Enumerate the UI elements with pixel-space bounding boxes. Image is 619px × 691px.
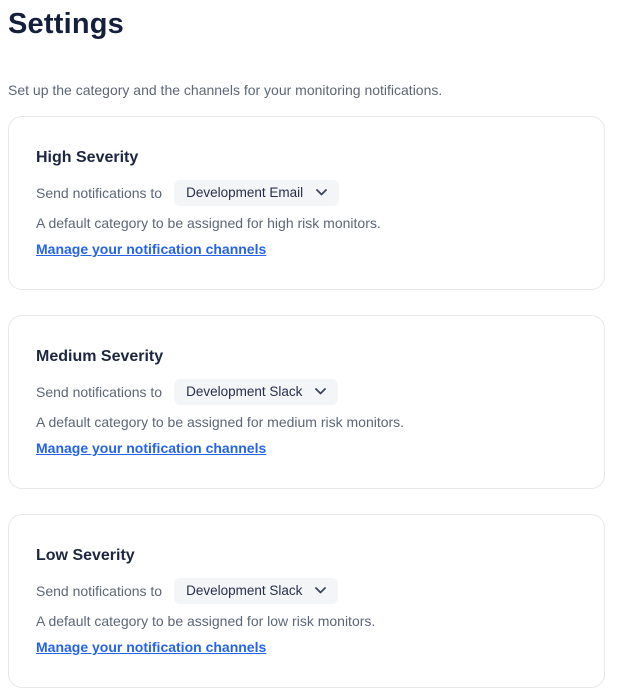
channel-row	[36, 578, 576, 604]
card-title: Medium Severity	[36, 348, 164, 365]
send-notifications-label: Send notifications to	[36, 583, 163, 599]
card-description: A default category to be assigned for medium risk monitors.	[36, 414, 405, 430]
channel-select[interactable]	[174, 578, 338, 604]
manage-channels-link[interactable]: Manage your notification channels	[36, 440, 267, 456]
card-title: High Severity	[36, 149, 139, 166]
card-description: A default category to be assigned for low risk monitors.	[36, 613, 376, 629]
channel-select-value: Development Email	[186, 185, 304, 200]
send-notifications-label: Send notifications to	[36, 185, 163, 201]
channel-select-value: Development Slack	[186, 384, 303, 399]
card-title: Low Severity	[36, 547, 135, 564]
channel-select[interactable]	[174, 379, 338, 405]
severity-card-high	[8, 116, 605, 290]
channel-select-value: Development Slack	[186, 583, 303, 598]
severity-card-low	[8, 514, 605, 688]
chevron-down-icon	[315, 388, 326, 395]
channel-select[interactable]	[174, 180, 339, 206]
manage-channels-link[interactable]: Manage your notification channels	[36, 241, 267, 257]
chevron-down-icon	[315, 587, 326, 594]
send-notifications-label: Send notifications to	[36, 384, 163, 400]
chevron-down-icon	[316, 189, 327, 196]
manage-channels-link[interactable]: Manage your notification channels	[36, 639, 267, 655]
page-title: Settings	[8, 8, 124, 40]
page-subtitle: Set up the category and the channels for your monitoring notifications.	[8, 82, 443, 98]
channel-row	[36, 180, 576, 206]
card-description: A default category to be assigned for high risk monitors.	[36, 215, 381, 231]
severity-card-medium	[8, 315, 605, 489]
channel-row	[36, 379, 576, 405]
